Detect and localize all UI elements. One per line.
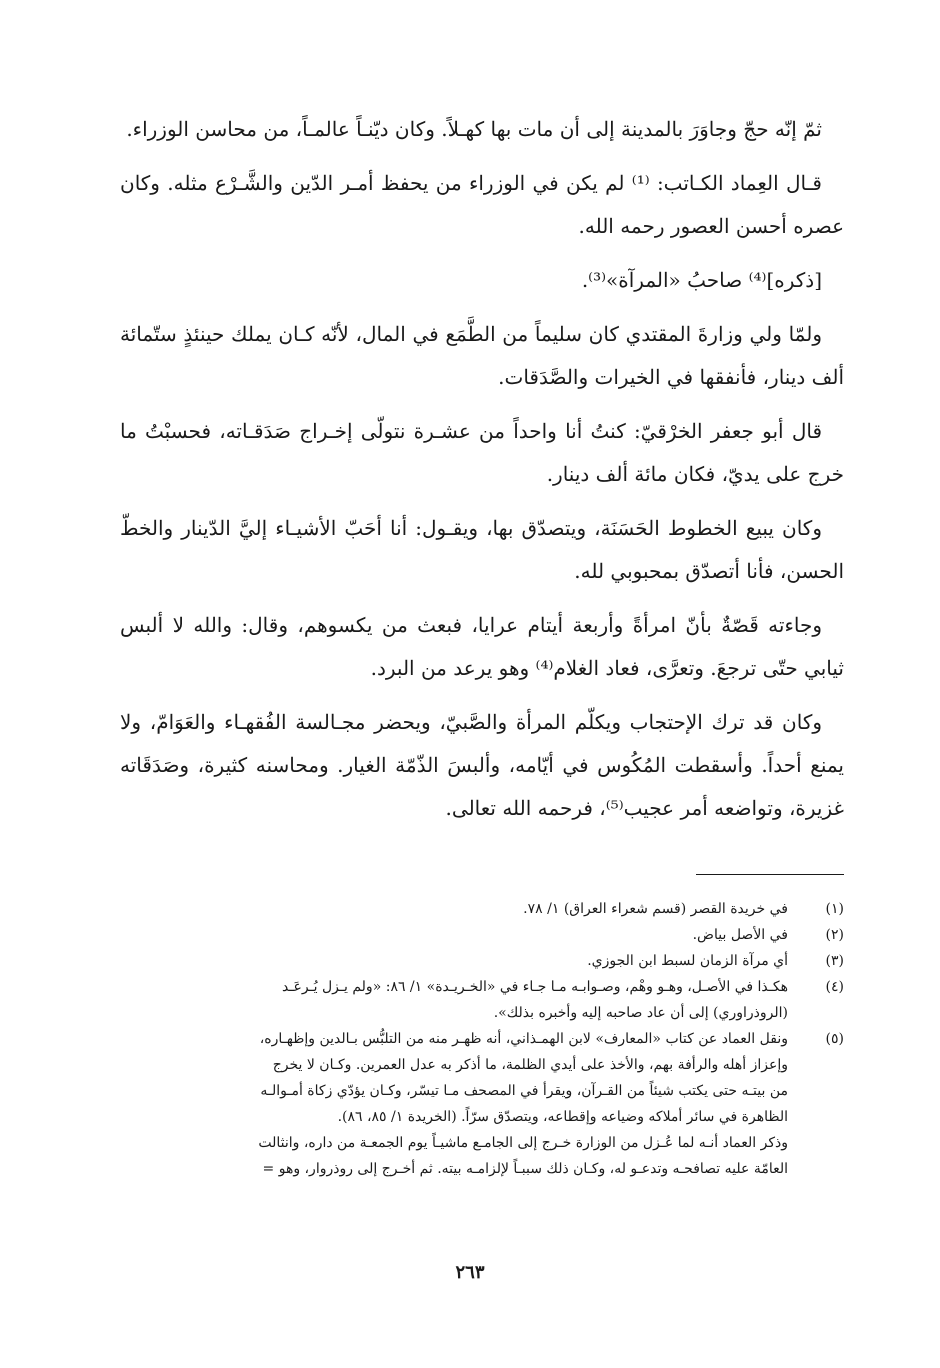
footnote-number: (٥) xyxy=(825,1031,844,1047)
footnote-text xyxy=(120,922,788,948)
footnote-line: في الأصل بياض. xyxy=(692,927,788,943)
footnote-text xyxy=(120,974,788,1026)
footnote-text xyxy=(120,896,788,922)
footnote-line: أي مرآة الزمان لسبط ابن الجوزي. xyxy=(587,953,788,969)
footnote-line: (الروذراوري) إلى أن عاد صاحبه إليه وأخبره بذلك». xyxy=(493,1005,788,1021)
footnote-number: (٢) xyxy=(825,927,844,943)
footnote xyxy=(120,974,844,1026)
footnote-line: في خريدة القصر (قسم شعراء العراق) ١/ ٧٨. xyxy=(523,901,788,917)
footnote-divider xyxy=(696,874,844,875)
paragraph: قال أبو جعفر الخرْقيّ: كنتُ أنا واحداً من عشـرة نتولّى إخـراج صَدَقـاته، فحسبْتُ ما خرج على يديّ، فكان مائة ألف دينار. xyxy=(120,419,844,486)
paragraph: وجاءته قَصّةٌ بأنّ امرأةً وأربعة أيتام عرايا، فبعث من يكسوهم، وقال: والله لا ألبس ثيابي حتّى ترجعَ. وتعرَّى، فعاد الغلام⁽⁴⁾ وهو يرعد من البرد. xyxy=(120,613,844,680)
paragraph: وكان قد ترك الإحتجاب ويكلّم المرأة والصَّبيّ، ويحضر مجـالسة الفُقهـاء والعَوَامّ، ولا يمنع أحداً. وأسقطت المُكُوس في أيّامه، وألبسَ الذّمّة الغيار. ومحاسنه كثيرة، وصَدَقَاته غزيرة، وتواضعه أمر عجيب⁽⁵⁾، فرحمه الله تعالى. xyxy=(120,710,844,820)
paragraph: قـال العِماد الكـاتب: ⁽¹⁾ لم يكن في الوزراء من يحفظ أمـر الدّين والشَّـرْع مثله. وكان عصره أحسن العصور رحمه الله. xyxy=(120,171,844,238)
main-text-body xyxy=(120,108,844,841)
footnotes-section xyxy=(120,896,844,1182)
footnote-number: (٣) xyxy=(825,953,844,969)
footnote-text xyxy=(120,948,788,974)
footnote-line: وإعزاز أهله والرأفة بهم، والأخذ على أيدي الظلمة، ما أذكر به عدل العمرين. وكـان لا يخرج xyxy=(272,1057,788,1073)
footnote-line: العامّة عليه تصافحـه وتدعـو له، وكـان ذلك سببـاً لإلزامـه بيته. ثم أخـرج إلى روذروار، وهو = xyxy=(262,1161,788,1177)
footnote-line: الظاهرة في سائر أملاكه وضياعه وإقطاعه، ويتصدّق سرّاً. (الخريدة ١/ ٨٥، ٨٦). xyxy=(337,1109,788,1125)
paragraph: وكان يبيع الخطوط الحَسَنَة، ويتصدّق بها، ويقـول: أنا أحَبّ الأشيـاء إليَّ الدّينار والخطّ الحسن، فأنا أتصدّق بمحبوبي لله. xyxy=(120,516,844,583)
page-number: ٢٦٣ xyxy=(455,1262,485,1283)
footnote-line: وذكر العماد أنـه لما عُـزل من الوزارة خـرج إلى الجامـع ماشيـاً يوم الجمعـة من داره، وانثالت xyxy=(258,1135,788,1151)
footnote xyxy=(120,922,844,948)
footnote-line: ونقل العماد عن كتاب «المعارف» لابن الهمـذاني، أنه ظهـر منه من التلبُّس بـالدين وإظهـاره، xyxy=(259,1031,788,1047)
footnote-number: (٤) xyxy=(825,979,844,995)
footnote-text xyxy=(120,1026,788,1182)
paragraph: [ذكره]⁽⁴⁾ صاحبُ «المرآة»⁽³⁾. xyxy=(581,268,822,292)
footnote xyxy=(120,1026,844,1182)
footnote xyxy=(120,948,844,974)
footnote-number: (١) xyxy=(825,901,844,917)
paragraph: ولمّا ولي وزارةَ المقتدي كان سليماً من الطَّمَع في المال، لأنّه كـان يملك حينئذٍ ستّمائة ألف دينار، فأنفقها في الخيرات والصَّدَقات. xyxy=(120,322,844,389)
footnote-line: من بيتـه حتى يكتب شيئاً من القـرآن، ويقرأ في المصحف مـا تيسّر، وكـان يؤدّي زكاة أمـوالـه xyxy=(260,1083,788,1099)
paragraph: ثمّ إنّه حجّ وجاوَرَ بالمدينة إلى أن مات بها كهـلاً. وكان ديّنـاً عالمـاً، من محاسن الوزراء. xyxy=(126,117,822,141)
footnote xyxy=(120,896,844,922)
footnote-line: هكـذا في الأصـل، وهـو وهْم، وصـوابـه مـا جـاء في «الخـريـدة» ١/ ٨٦: «ولم يـزل يُـرعَـد xyxy=(282,979,788,995)
